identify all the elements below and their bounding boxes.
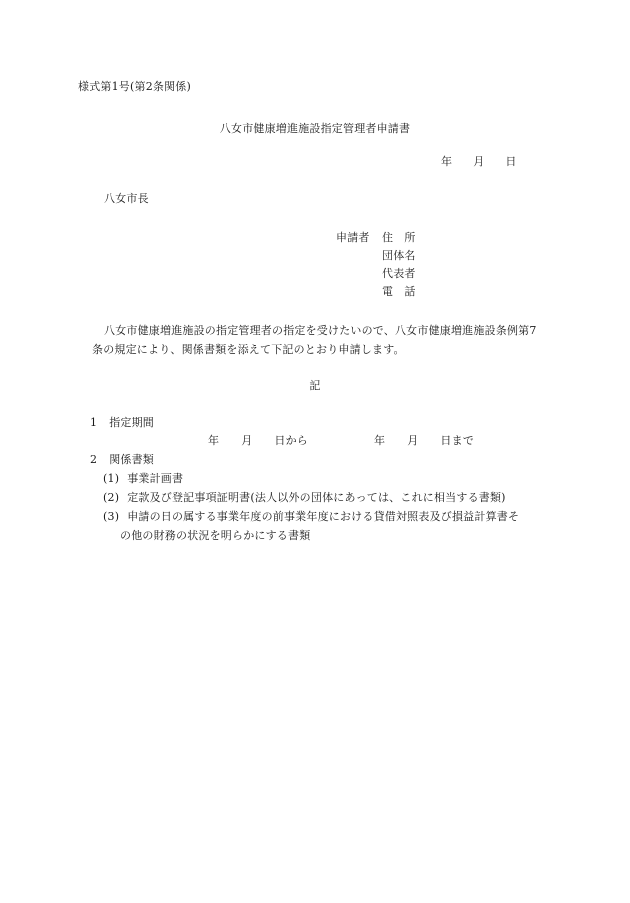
body-text-line-1: 八女市健康増進施設の指定管理者の指定を受けたいので、八女市健康増進施設条例第7 [104, 324, 537, 337]
list-item-number: (3) [103, 510, 120, 523]
document-title: 八女市健康増進施設指定管理者申請書 [219, 122, 411, 135]
list-item-text: 定款及び登記事項証明書(法人以外の団体にあっては、これに相当する書類) [127, 491, 506, 504]
period-end-year: 年 [374, 434, 386, 447]
section-2-title: 関係書類 [109, 453, 155, 466]
period-start-year: 年 [208, 434, 220, 447]
period-end-day: 日まで [440, 434, 475, 447]
date-month-label: 月 [473, 155, 485, 168]
section-1-heading [90, 416, 154, 430]
application-date [441, 155, 517, 169]
list-item-continuation: の他の財務の状況を明らかにする書類 [120, 529, 311, 542]
section-2-number: 2 [90, 453, 98, 466]
applicant-label: 申請者 [336, 231, 370, 244]
applicant-phone-label: 電 話 [382, 285, 416, 298]
form-number: 様式第1号(第2条関係) [78, 80, 191, 93]
period-start-month: 月 [241, 434, 253, 447]
addressee: 八女市長 [104, 192, 149, 205]
list-item [103, 491, 506, 505]
section-1-title: 指定期間 [109, 416, 155, 429]
period-start-day: 日から [274, 434, 309, 447]
list-item-text: 申請の日の属する事業年度の前事業年度における貸借対照表及び損益計算書そ [127, 510, 520, 523]
list-item-text: 事業計画書 [127, 472, 184, 485]
applicant-group-name-label: 団体名 [382, 249, 416, 262]
date-year-label: 年 [441, 155, 453, 168]
section-1-number: 1 [90, 416, 98, 429]
applicant-representative-label: 代表者 [382, 267, 416, 280]
list-item-number: (1) [103, 472, 120, 485]
applicant-address-label: 住 所 [382, 231, 416, 244]
date-day-label: 日 [505, 155, 517, 168]
body-text-line-2: 条の規定により、関係書類を添えて下記のとおり申請します。 [92, 343, 405, 356]
ki-heading: 記 [309, 379, 321, 392]
list-item-number: (2) [103, 491, 120, 504]
section-2-heading [90, 453, 154, 467]
list-item [103, 510, 519, 524]
designation-period [208, 434, 474, 448]
list-item [103, 472, 183, 486]
period-end-month: 月 [407, 434, 419, 447]
